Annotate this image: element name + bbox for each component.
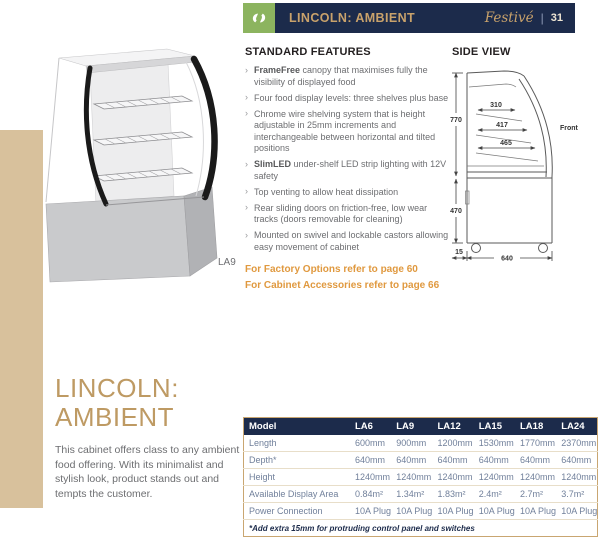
cabinet-base-front <box>46 196 190 282</box>
spec-cell: 2.4m² <box>474 486 515 503</box>
intro-title-line2: AMBIENT <box>55 402 175 432</box>
spec-cell: 1770mm <box>515 435 556 452</box>
dim-base-height: 470 <box>450 208 462 215</box>
spec-row <box>244 486 598 503</box>
spec-cell: 640mm <box>515 452 556 469</box>
spec-cell: 600mm <box>350 435 391 452</box>
festive-logo-icon <box>249 8 269 28</box>
standard-features-section <box>245 46 451 294</box>
features-heading: STANDARD FEATURES <box>245 46 371 58</box>
page-title: LINCOLN: AMBIENT <box>289 11 416 25</box>
spec-col-header: Model <box>244 418 351 436</box>
spec-cell: 10A Plug <box>556 503 597 520</box>
dim-base-offset: 15 <box>455 249 463 256</box>
spec-cell: 2.7m² <box>515 486 556 503</box>
spec-cell: 1240mm <box>474 469 515 486</box>
dim-shelf-top: 310 <box>490 102 502 109</box>
page-number: 31 <box>550 12 563 24</box>
spec-cell: 3.7m² <box>556 486 597 503</box>
page-header <box>243 3 575 33</box>
spec-cell: 640mm <box>350 452 391 469</box>
reference-links <box>245 262 451 294</box>
spec-table-body <box>244 435 598 520</box>
product-image <box>34 46 246 284</box>
spec-cell: 10A Plug <box>433 503 474 520</box>
feature-item: › Four food display levels: three shelves plus base <box>245 93 451 105</box>
dim-shelf-bottom: 465 <box>500 140 512 147</box>
spec-cell: 640mm <box>433 452 474 469</box>
intro-title <box>55 374 179 432</box>
spec-table <box>243 417 598 537</box>
spec-row-label: Depth* <box>244 452 351 469</box>
spec-footnote: *Add extra 15mm for protruding control panel and switches <box>249 524 475 533</box>
spec-cell: 1.83m² <box>433 486 474 503</box>
spec-cell: 1240mm <box>433 469 474 486</box>
cabinet-accessories-ref: For Cabinet Accessories refer to page 66 <box>245 280 440 291</box>
dim-base-width: 640 <box>501 255 513 263</box>
spec-row-label: Power Connection <box>244 503 351 520</box>
product-model-label: LA9 <box>218 257 236 268</box>
spec-cell: 10A Plug <box>391 503 432 520</box>
side-view-drawing <box>448 58 600 273</box>
festive-logo-square <box>243 3 275 33</box>
side-view-heading: SIDE VIEW <box>452 46 511 58</box>
factory-options-ref: For Factory Options refer to page 60 <box>245 264 418 275</box>
brand-name: Festivé <box>484 10 534 26</box>
dim-shelf-middle: 417 <box>496 122 508 129</box>
spec-col-header: LA18 <box>515 418 556 436</box>
spec-cell: 2370mm <box>556 435 597 452</box>
spec-cell: 1240mm <box>556 469 597 486</box>
spec-cell: 1530mm <box>474 435 515 452</box>
spec-row <box>244 435 598 452</box>
spec-cell: 640mm <box>474 452 515 469</box>
spec-cell: 10A Plug <box>474 503 515 520</box>
spec-footnote-row <box>244 520 598 537</box>
spec-cell: 900mm <box>391 435 432 452</box>
spec-cell: 1200mm <box>433 435 474 452</box>
feature-item: › Top venting to allow heat dissipation <box>245 187 451 199</box>
spec-cell: 1240mm <box>350 469 391 486</box>
feature-item: › Chrome wire shelving system that is height adjustable in 25mm increments and interchangeable between horizontal and tilted positions <box>245 109 451 155</box>
spec-row <box>244 503 598 520</box>
spec-cell: 0.84m² <box>350 486 391 503</box>
spec-cell: 640mm <box>556 452 597 469</box>
spec-col-header: LA24 <box>556 418 597 436</box>
spec-row <box>244 452 598 469</box>
spec-col-header: LA12 <box>433 418 474 436</box>
feature-item: › Rear sliding doors on friction-free, low wear tracks (doors removable for cleaning) <box>245 203 451 226</box>
front-label: Front <box>560 125 578 132</box>
feature-item: › Mounted on swivel and lockable castors allowing easy movement of cabinet <box>245 230 451 253</box>
spec-col-header: LA6 <box>350 418 391 436</box>
spec-row-label: Length <box>244 435 351 452</box>
header-divider: | <box>540 11 544 25</box>
castor-left <box>472 244 481 253</box>
spec-cell: 1240mm <box>391 469 432 486</box>
spec-row <box>244 469 598 486</box>
spec-cell: 1240mm <box>515 469 556 486</box>
intro-description: This cabinet offers class to any ambient food offering. With its minimalist and stylish look, product stands out and tempts the customer. <box>55 444 240 500</box>
spec-cell: 10A Plug <box>515 503 556 520</box>
feature-item: › SlimLED under-shelf LED strip lighting with 12V safety <box>245 159 451 182</box>
cabinet-base-side <box>184 187 217 276</box>
feature-item: › FrameFree canopy that maximises fully the visibility of displayed food <box>245 65 451 88</box>
header-bar <box>275 3 575 33</box>
spec-header-row <box>244 418 598 436</box>
spec-cell: 640mm <box>391 452 432 469</box>
spec-cell: 10A Plug <box>350 503 391 520</box>
spec-cell: 1.34m² <box>391 486 432 503</box>
intro-title-line1: LINCOLN: <box>55 373 179 403</box>
spec-col-header: LA9 <box>391 418 432 436</box>
dim-overall-height: 770 <box>450 117 462 124</box>
features-list <box>245 65 451 253</box>
spec-col-header: LA15 <box>474 418 515 436</box>
castor-right <box>539 244 548 253</box>
spec-row-label: Available Display Area <box>244 486 351 503</box>
spec-row-label: Height <box>244 469 351 486</box>
cabinet-frame-right <box>194 59 215 197</box>
